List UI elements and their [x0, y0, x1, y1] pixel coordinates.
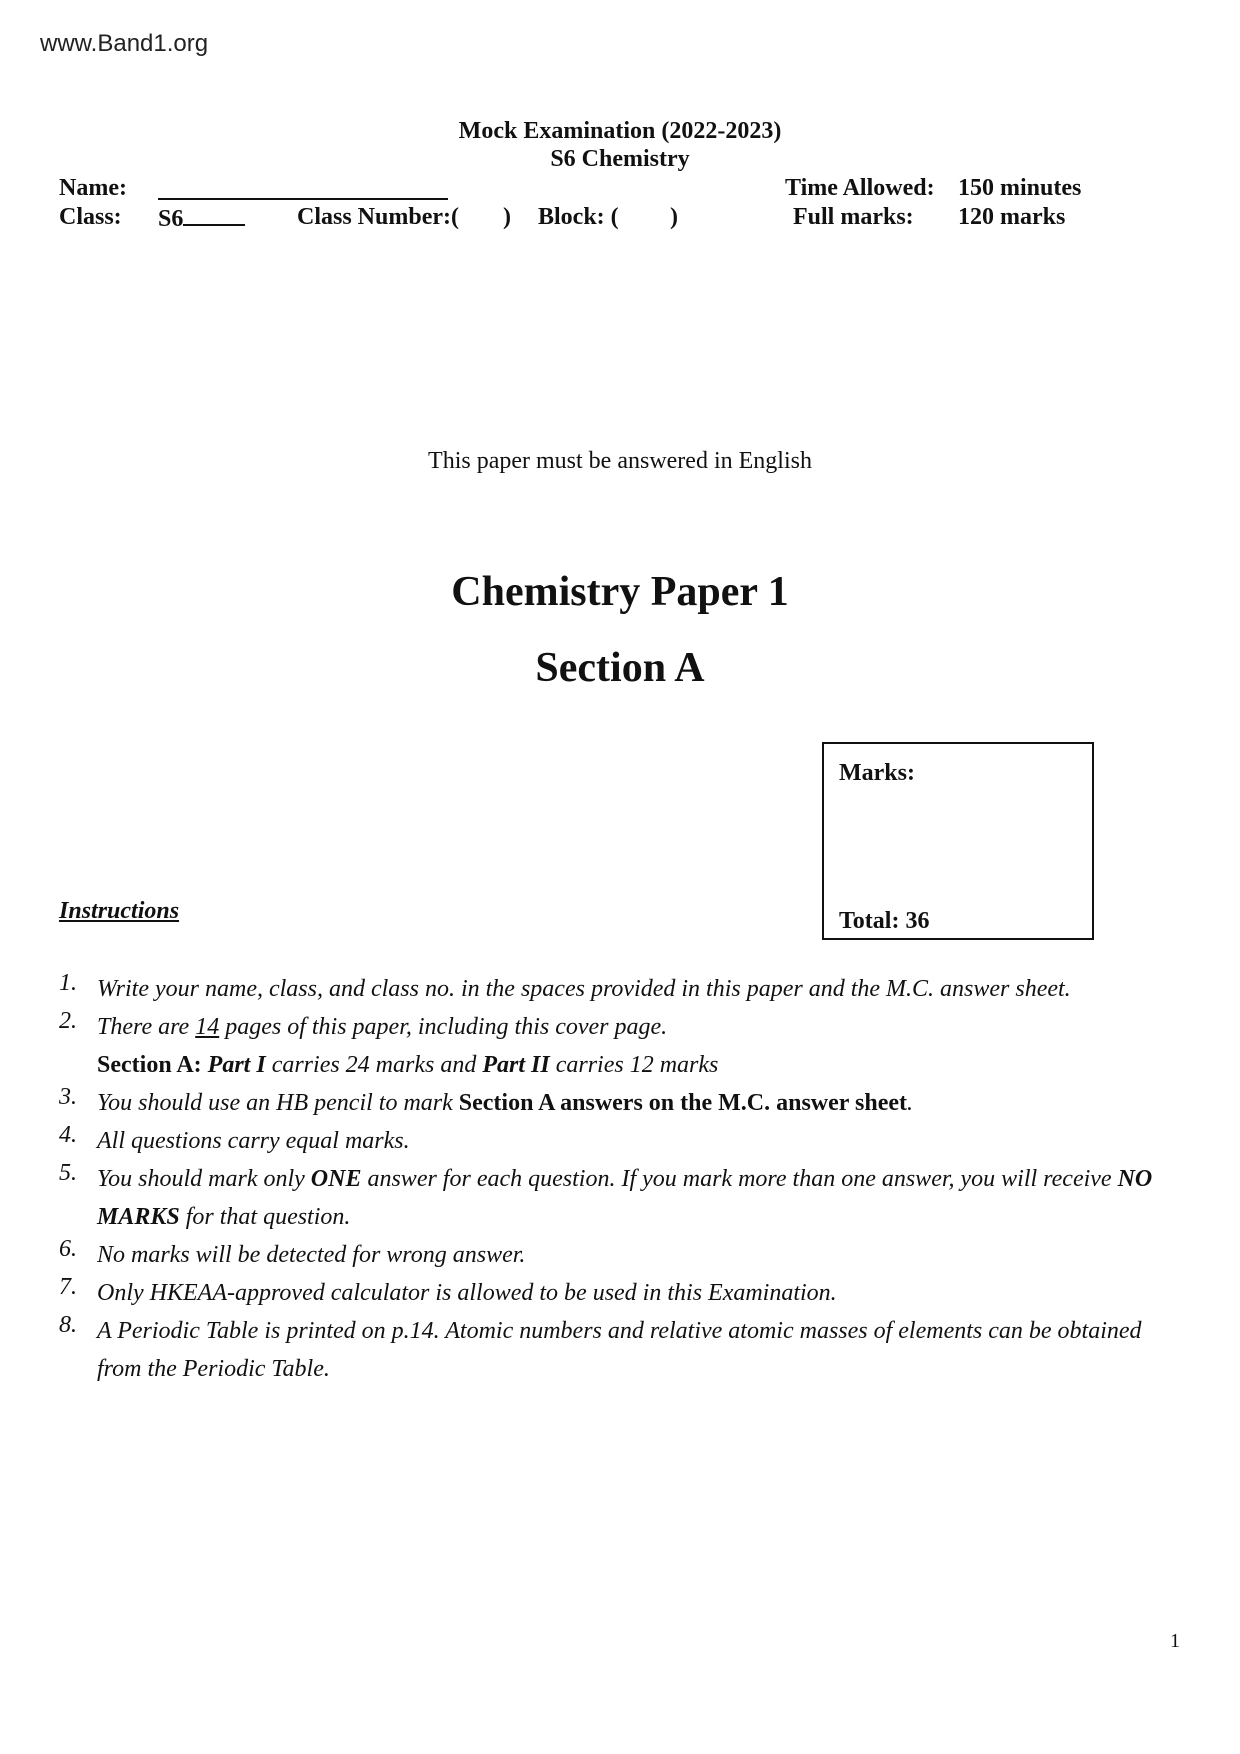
class-number-close: ) — [503, 204, 511, 230]
instruction-text-part: carries 12 marks — [549, 1052, 719, 1078]
instruction-text-part: . — [907, 1090, 913, 1116]
instruction-text: No marks will be detected for wrong answer. — [97, 1242, 526, 1268]
instruction-text: A Periodic Table is printed on p.14. Atomic numbers and relative atomic masses of elements can be obtained from the Periodic Table. — [97, 1318, 1142, 1382]
total-label: Total: 36 — [839, 908, 930, 934]
part-i-label: Part I — [207, 1052, 266, 1078]
class-blank-line[interactable] — [183, 204, 245, 226]
instructions-heading: Instructions — [59, 898, 180, 924]
instruction-number: 8. — [59, 1312, 77, 1338]
instruction-text: Write your name, class, and class no. in the spaces provided in this paper and the M.C. answer sheet. — [97, 976, 1071, 1002]
instruction-number: 6. — [59, 1236, 77, 1262]
page-number: 1 — [1170, 1630, 1180, 1652]
instruction-text-part: answer for each question. If you mark more than one answer, you will receive — [361, 1166, 1118, 1192]
instruction-text — [97, 1160, 1189, 1236]
instruction-1 — [59, 970, 1189, 1008]
subject-title: S6 Chemistry — [550, 146, 690, 172]
instruction-5 — [59, 1160, 1189, 1236]
instruction-text: Only HKEAA-approved calculator is allowed to be used in this Examination. — [97, 1280, 837, 1306]
full-marks-value: 120 marks — [958, 204, 1066, 230]
class-value: S6 — [158, 206, 184, 232]
instruction-number: 3. — [59, 1084, 77, 1110]
instruction-text-part: carries 24 marks and — [265, 1052, 483, 1078]
instruction-bold-text: ONE — [310, 1166, 362, 1192]
class-label: Class: — [59, 204, 122, 230]
instruction-8 — [59, 1312, 1189, 1388]
name-label: Name: — [59, 175, 127, 201]
instruction-text-part: You should mark only — [97, 1166, 311, 1192]
instruction-3 — [59, 1084, 1189, 1122]
instruction-bold-text: Section A answers on the M.C. answer sheet — [458, 1090, 907, 1116]
section-a-label: Section A: — [97, 1052, 208, 1078]
instruction-number: 5. — [59, 1160, 77, 1186]
class-number-label: Class Number:( — [297, 204, 459, 230]
instruction-text-part: for that question. — [179, 1204, 351, 1230]
section-title: Section A — [535, 645, 705, 691]
instruction-2-section-a — [59, 1046, 1189, 1084]
instruction-4 — [59, 1122, 1189, 1160]
instruction-bold-text: MARKS — [97, 1204, 180, 1230]
exam-title: Mock Examination (2022-2023) — [458, 118, 782, 144]
time-allowed-value: 150 minutes — [958, 175, 1082, 201]
watermark-url: www.Band1.org — [40, 30, 209, 57]
instruction-text — [97, 1084, 1189, 1122]
marks-box — [822, 742, 1094, 940]
instruction-text-part: You should use an HB pencil to mark — [97, 1090, 459, 1116]
class-field[interactable] — [158, 204, 245, 233]
instruction-text: All questions carry equal marks. — [97, 1128, 410, 1154]
page-count: 14 — [195, 1014, 220, 1040]
block-close: ) — [670, 204, 678, 230]
instruction-number: 1. — [59, 970, 77, 996]
instruction-text — [97, 1046, 1189, 1084]
instruction-2 — [59, 1008, 1189, 1046]
name-blank-line[interactable] — [158, 198, 448, 200]
full-marks-label: Full marks: — [793, 204, 914, 230]
instruction-number: 4. — [59, 1122, 77, 1148]
instruction-number: 7. — [59, 1274, 77, 1300]
instruction-6 — [59, 1236, 1189, 1274]
instruction-text-part: There are — [97, 1014, 196, 1040]
part-ii-label: Part II — [482, 1052, 550, 1078]
instruction-bold-text: NO — [1117, 1166, 1153, 1192]
block-label: Block: ( — [538, 204, 619, 230]
instruction-text — [97, 1008, 1189, 1046]
marks-label: Marks: — [839, 760, 915, 786]
paper-title: Chemistry Paper 1 — [451, 569, 789, 615]
time-allowed-label: Time Allowed: — [785, 175, 935, 201]
instruction-7 — [59, 1274, 1189, 1312]
instruction-number: 2. — [59, 1008, 77, 1034]
instruction-text-part: pages of this paper, including this cover page. — [219, 1014, 668, 1040]
language-note: This paper must be answered in English — [428, 448, 812, 474]
